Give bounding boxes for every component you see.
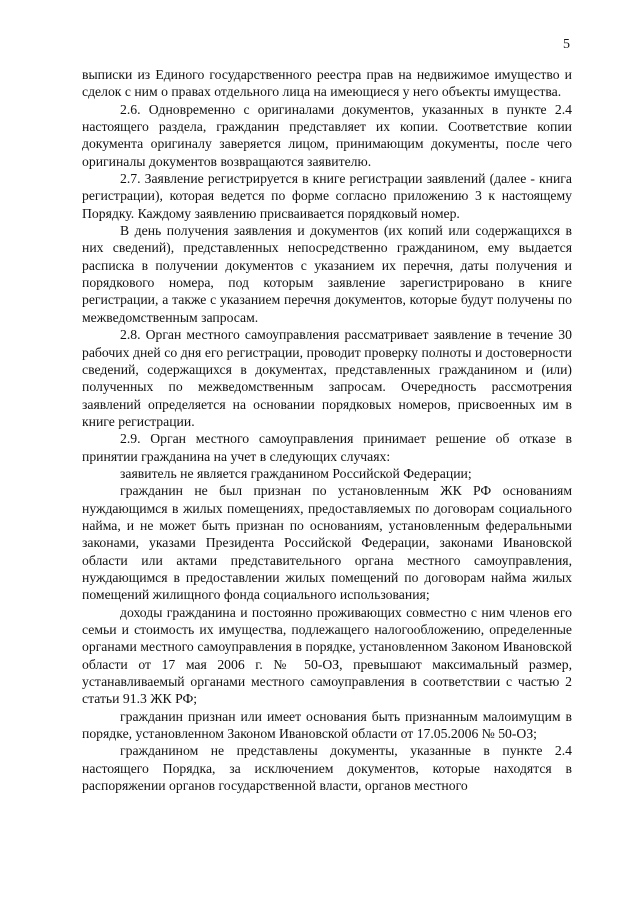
refusal-reason-low-income: гражданин признан или имеет основания быть признанным малоимущим в порядке, установленном Законом Ивановской области от 17.05.2006 № 50-ОЗ; <box>82 708 572 742</box>
paragraph-2-7: 2.7. Заявление регистрируется в книге регистрации заявлений (далее - книга регистрации), которая ведется по форме согласно приложению 3 к настоящему Порядку. Каждому заявлению присваивается порядковый номер. <box>82 171 572 221</box>
paragraph-2-8: 2.8. Орган местного самоуправления рассматривает заявление в течение 30 рабочих дней со дня его регистрации, проводит проверку полноты и достоверности сведений, содержащихся в документах, представленных гражданином и (или) полученных по межведомственным запросам. Очередность рассмотрения заявлений определяется на основании порядковых номеров, присвоенных им в книге регистрации. <box>82 327 572 429</box>
paragraph-2-9: 2.9. Орган местного самоуправления принимает решение об отказе в принятии гражданина на учет в следующих случаях: <box>82 431 572 464</box>
paragraph-receipt: В день получения заявления и документов (их копий или содержащихся в них сведений), представленных непосредственно гражданином, ему выдается расписка в получении документов с указанием их перечня, даты получения и порядкового номера, под которым заявление зарегистрировано в книге регистрации, а также с указанием перечня документов, которые будут получены по межведомственным запросам. <box>82 223 572 325</box>
document-body <box>82 66 572 794</box>
paragraph-2-6: 2.6. Одновременно с оригиналами документов, указанных в пункте 2.4 настоящего раздела, гражданин представляет их копии. Соответствие копии документа оригиналу заверяется лицом, принимающим документы, после чего оригиналы документов возвращаются заявителю. <box>82 101 572 169</box>
refusal-reason-not-needy-housing: гражданин не был признан по установленным ЖК РФ основаниям нуждающимся в жилых помещениях, предоставляемых по договорам социального найма, и не может быть признан по основаниям, установленным федеральными законами, указами Президента Российской Федерации, законами Ивановской области или актами представительного органа местного самоуправления, нуждающимся в предоставлении жилых помещений по договорам найма жилых помещений жилищного фонда социального использования; <box>82 483 572 603</box>
refusal-reason-documents-missing: гражданином не представлены документы, указанные в пункте 2.4 настоящего Порядка, за исключением документов, которые находятся в распоряжении органов государственной власти, органов местного <box>82 743 572 794</box>
refusal-reason-citizenship: заявитель не является гражданином Российской Федерации; <box>120 465 472 481</box>
page-number: 5 <box>563 37 570 52</box>
refusal-reason-income-exceeds: доходы гражданина и постоянно проживающих совместно с ним членов его семьи и стоимость их имущества, подлежащего налогообложению, определенные органами местного самоуправления в порядке, установленном Законом Ивановской области от 17 мая 2006 г. № 50-ОЗ, превышают максимальный размер, устанавливаемый органами местного самоуправления в соответствии с частью 2 статьи 91.3 ЖК РФ; <box>82 604 572 707</box>
paragraph-continuation: выписки из Единого государственного реестра прав на недвижимое имущество и сделок с ним о правах отдельного лица на имеющиеся у него объекты имущества. <box>82 67 572 100</box>
